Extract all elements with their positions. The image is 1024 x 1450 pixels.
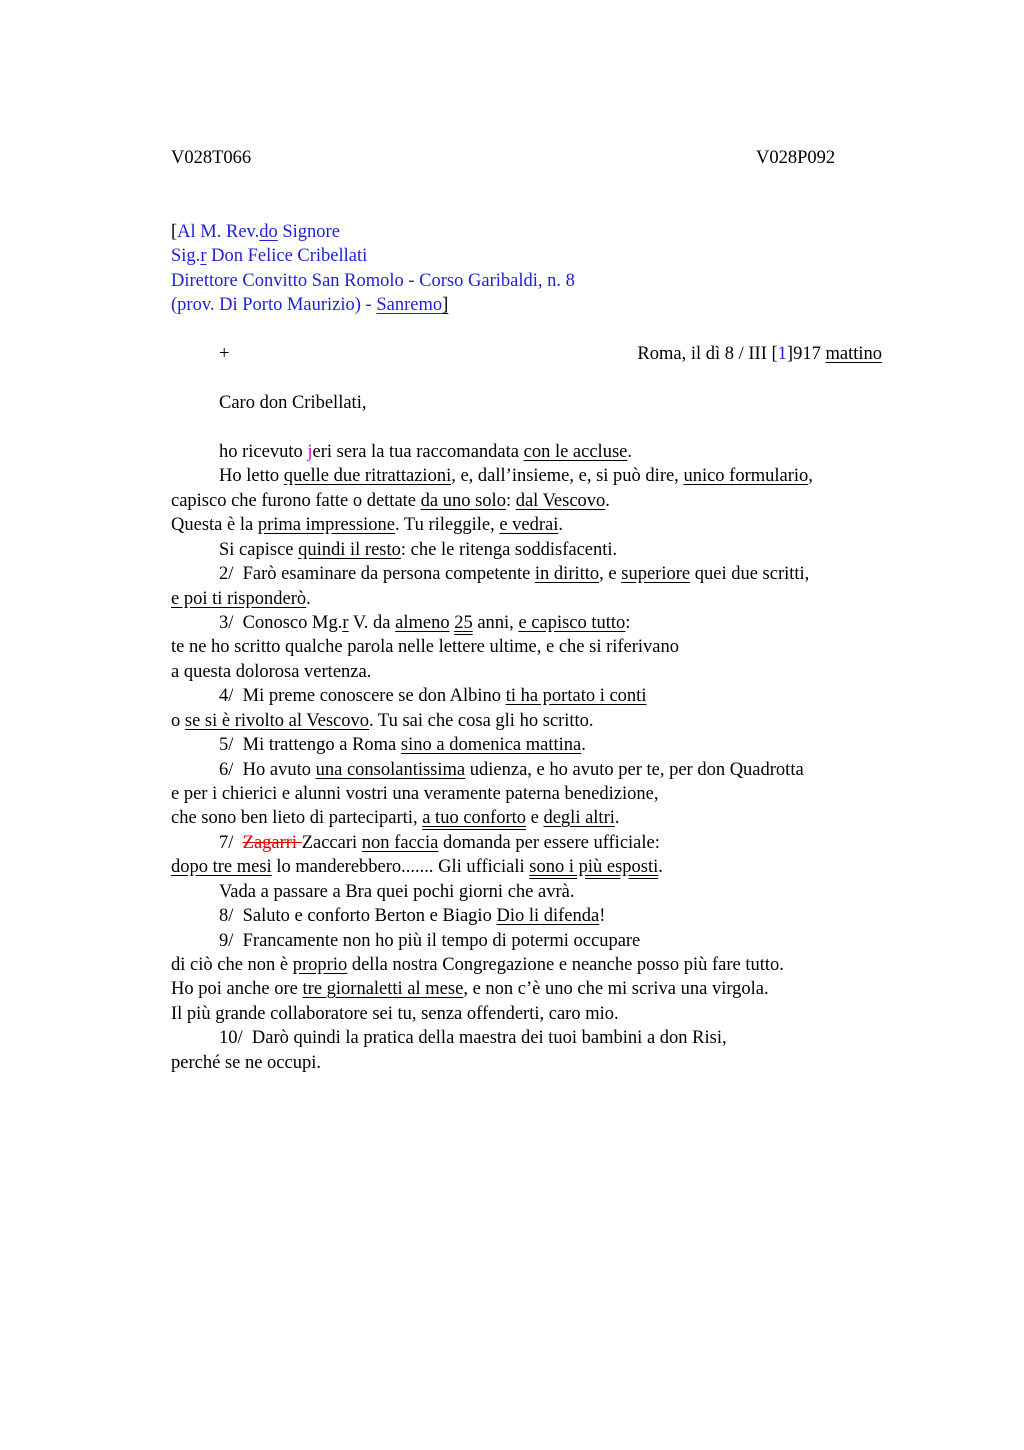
body-line: Ho letto quelle due ritrattazioni, e, dall’insieme, e, si può dire, unico formulario, bbox=[219, 466, 813, 486]
body-line: 6/ Ho avuto una consolantissima udienza, e ho avuto per te, per don Quadrotta bbox=[219, 760, 804, 780]
header-left-code: V028T066 bbox=[171, 148, 252, 168]
address-line-2: Sig.r Don Felice Cribellati bbox=[171, 246, 368, 266]
address-line-1: [Al M. Rev.do Signore bbox=[171, 222, 340, 242]
body-line: Questa è la prima impressione. Tu rileggile, e vedrai. bbox=[171, 515, 564, 535]
body-line: di ciò che non è proprio della nostra Congregazione e neanche posso più fare tutto. bbox=[171, 955, 784, 975]
body-line: o se si è rivolto al Vescovo. Tu sai che cosa gli ho scritto. bbox=[171, 711, 594, 731]
greeting: Caro don Cribellati, bbox=[219, 393, 367, 413]
cross-symbol: + bbox=[219, 344, 230, 364]
body-line: 8/ Saluto e conforto Berton e Biagio Dio li difenda! bbox=[219, 906, 606, 926]
body-line: 9/ Francamente non ho più il tempo di potermi occupare bbox=[219, 931, 641, 951]
body-line: e poi ti risponderò. bbox=[171, 589, 311, 609]
body-line: 2/ Farò esaminare da persona competente in diritto, e superiore quei due scritti, bbox=[219, 564, 810, 584]
address-line-3: Direttore Convitto San Romolo - Corso Garibaldi, n. 8 bbox=[171, 271, 575, 291]
body-line: Vada a passare a Bra quei pochi giorni che avrà. bbox=[219, 882, 575, 902]
dateline: Roma, il dì 8 / III [1]917 mattino bbox=[637, 344, 882, 364]
body-line: 3/ Conosco Mg.r V. da almeno 25 anni, e capisco tutto: bbox=[219, 613, 631, 633]
body-line: Il più grande collaboratore sei tu, senza offenderti, caro mio. bbox=[171, 1004, 619, 1024]
body-line: te ne ho scritto qualche parola nelle lettere ultime, e che si riferivano bbox=[171, 637, 680, 657]
body-line: dopo tre mesi lo manderebbero....... Gli ufficiali sono i più esposti. bbox=[171, 857, 663, 877]
body-line: 5/ Mi trattengo a Roma sino a domenica mattina. bbox=[219, 735, 586, 755]
body-line: Si capisce quindi il resto: che le ritenga soddisfacenti. bbox=[219, 540, 618, 560]
body-line: 7/ Zagarri Zaccari non faccia domanda per essere ufficiale: bbox=[219, 833, 660, 853]
body-line: che sono ben lieto di parteciparti, a tuo conforto e degli altri. bbox=[171, 808, 620, 828]
body-line: capisco che furono fatte o dettate da uno solo: dal Vescovo. bbox=[171, 491, 610, 511]
body-line: a questa dolorosa vertenza. bbox=[171, 662, 372, 682]
body-line: 10/ Darò quindi la pratica della maestra dei tuoi bambini a don Risi, bbox=[219, 1028, 727, 1048]
body-line: perché se ne occupi. bbox=[171, 1053, 321, 1073]
header-right-code: V028P092 bbox=[756, 148, 836, 168]
body-line: 4/ Mi preme conoscere se don Albino ti ha portato i conti bbox=[219, 686, 647, 706]
body-line: ho ricevuto jeri sera la tua raccomandata con le accluse. bbox=[219, 442, 632, 462]
body-line: e per i chierici e alunni vostri una veramente paterna benedizione, bbox=[171, 784, 659, 804]
address-line-4: (prov. Di Porto Maurizio) - Sanremo] bbox=[171, 295, 449, 315]
deleted-word: Zagarri bbox=[242, 833, 302, 853]
body-line: Ho poi anche ore tre giornaletti al mese, e non c’è uno che mi scriva una virgola. bbox=[171, 979, 769, 999]
